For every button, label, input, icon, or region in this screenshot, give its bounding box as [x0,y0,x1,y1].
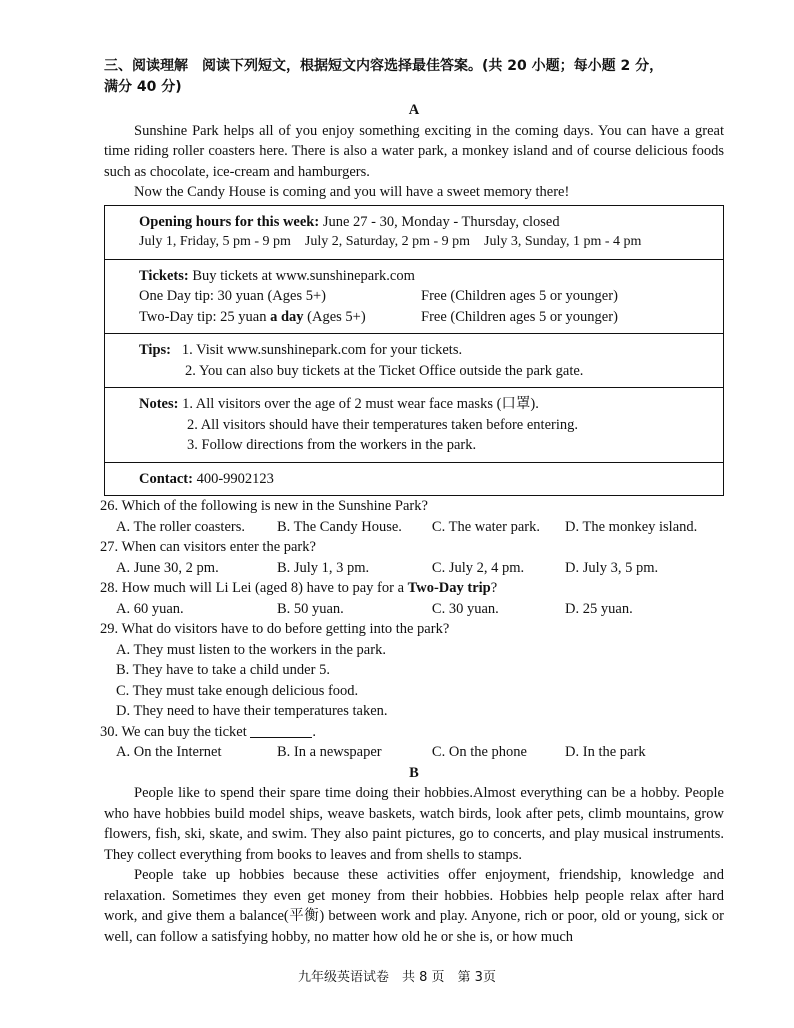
park-info-box [104,205,724,497]
option-29-a[interactable]: A. They must listen to the workers in the park. [116,641,386,658]
question-30 [100,722,724,743]
question-26-options [100,517,724,538]
option-26-b[interactable]: B. The Candy House. [276,518,402,535]
option-30-a[interactable]: A. On the Internet [116,744,222,760]
opening-hours-line2: July 1, Friday, 5 pm - 9 pm July 2, Saturday, 2 pm - 9 pm July 3, Sunday, 1 pm - 4 pm [139,234,642,249]
option-29-d[interactable]: D. They need to have their temperatures taken. [116,703,388,719]
exam-page [100,56,724,947]
option-28-a[interactable]: A. 60 yuan. [116,600,184,617]
question-27-options [100,558,724,579]
note-3: 3. Follow directions from the workers in the park. [187,437,477,453]
passage-b-paragraph-1: People like to spend their spare time doing their hobbies.Almost everything can be a hobby. People who have hobbies build model ships, weave baskets, watch birds, look after pets, climb mountains, grow flowers, fish, ski, skate, and swim. They also paint pictures, go to concerts, and play musical instruments. They collect everything from books to leaves and from shells to stamps. [104,785,724,863]
page-footer: 九年级英语试卷 共 8 页 第 3页 [298,970,496,985]
two-day-free: Free (Children ages 5 or younger) [421,308,618,325]
question-29: 29. What do visitors have to do before getting into the park? [100,621,450,637]
note-2: 2. All visitors should have their temperatures taken before entering. [187,416,578,433]
notes-label: Notes: [139,396,179,412]
two-day-price-post: (Ages 5+) [303,308,366,325]
contact-value: 400-9902123 [196,470,274,487]
question-26: 26. Which of the following is new in the Sunshine Park? [100,498,428,514]
question-30-post: . [312,723,316,740]
option-27-d[interactable]: D. July 3, 5 pm. [565,559,659,576]
contact-cell [105,463,723,496]
questions-section [100,496,724,763]
option-27-a[interactable]: A. June 30, 2 pm. [116,559,219,576]
section-heading-line1: 三、阅读理解 阅读下列短文，根据短文内容选择最佳答案。(共 20 小题；每小题 2 分， [104,58,664,74]
question-28-post: ? [490,580,498,596]
tip-2: 2. You can also buy tickets at the Ticket Office outside the park gate. [185,362,584,379]
option-29-b[interactable]: B. They have to take a child under 5. [116,662,330,678]
option-29-c[interactable]: C. They must take enough delicious food. [116,682,359,699]
two-day-price-pre: Two-Day tip: 25 yuan [139,308,271,325]
question-28 [100,578,724,599]
two-day-price [139,307,421,328]
section-heading-line2: 满分 40 分) [104,79,182,95]
option-27-c[interactable]: C. July 2, 4 pm. [431,559,525,576]
passage-a-paragraph-1: Sunshine Park helps all of you enjoy something exciting in the coming days. You can have a great time riding roller coasters here. There is also a water park, a monkey island and of course delicious foods such as chocolate, ice-cream and hamburgers. [104,122,724,180]
option-30-b[interactable]: B. In a newspaper [276,744,382,760]
question-28-bold: Two-Day trip [407,580,491,596]
tips-label: Tips: [139,342,171,358]
option-30-c[interactable]: C. On the phone [431,744,527,760]
option-26-d[interactable]: D. The monkey island. [565,518,698,535]
question-28-pre: 28. How much will Li Lei (aged 8) have to pay for a [100,580,408,596]
note-1: 1. All visitors over the age of 2 must wear face masks (口罩). [182,396,539,412]
notes-cell [105,388,723,463]
section-heading [104,56,724,98]
contact-label: Contact: [139,470,193,487]
answer-blank[interactable] [250,723,312,738]
tickets-text: Buy tickets at www.sunshinepark.com [192,267,415,284]
passage-a-paragraph-2: Now the Candy House is coming and you will have a sweet memory there! [134,184,570,200]
question-27: 27. When can visitors enter the park? [100,539,316,555]
option-30-d[interactable]: D. In the park [565,744,646,760]
option-26-c[interactable]: C. The water park. [431,518,540,535]
one-day-free: Free (Children ages 5 or younger) [421,288,618,304]
question-30-options [100,742,724,763]
tickets-label: Tickets: [139,267,189,284]
passage-b-paragraph-2: People take up hobbies because these activities offer enjoyment, friendship, knowledge and relaxation. Sometimes they even get money from their hobbies. Hobbies help people relax after hard work, and give them a balance(平衡) between work and play. Anyone, rich or poor, old or young, sick or well, can follow a satisfying hobby, no matter how old he or she is, or how much [104,867,724,945]
opening-hours-label: Opening hours for this week: [139,213,320,230]
tickets-cell [105,260,723,335]
opening-hours-cell [105,206,723,260]
question-30-pre: 30. We can buy the ticket [100,723,247,740]
opening-hours-line1: June 27 - 30, Monday - Thursday, closed [322,213,560,230]
two-day-price-bold: a day [270,308,304,325]
one-day-price: One Day tip: 30 yuan (Ages 5+) [139,288,326,304]
tips-cell [105,334,723,388]
option-28-c[interactable]: C. 30 yuan. [431,600,499,617]
tip-1: 1. Visit www.sunshinepark.com for your tickets. [181,342,463,358]
question-28-options [100,599,724,620]
passage-b-label: B [409,764,419,781]
passage-a-label: A [408,102,420,118]
option-28-b[interactable]: B. 50 yuan. [276,600,344,617]
option-27-b[interactable]: B. July 1, 3 pm. [276,559,370,576]
option-28-d[interactable]: D. 25 yuan. [565,600,633,617]
option-26-a[interactable]: A. The roller coasters. [116,518,245,535]
